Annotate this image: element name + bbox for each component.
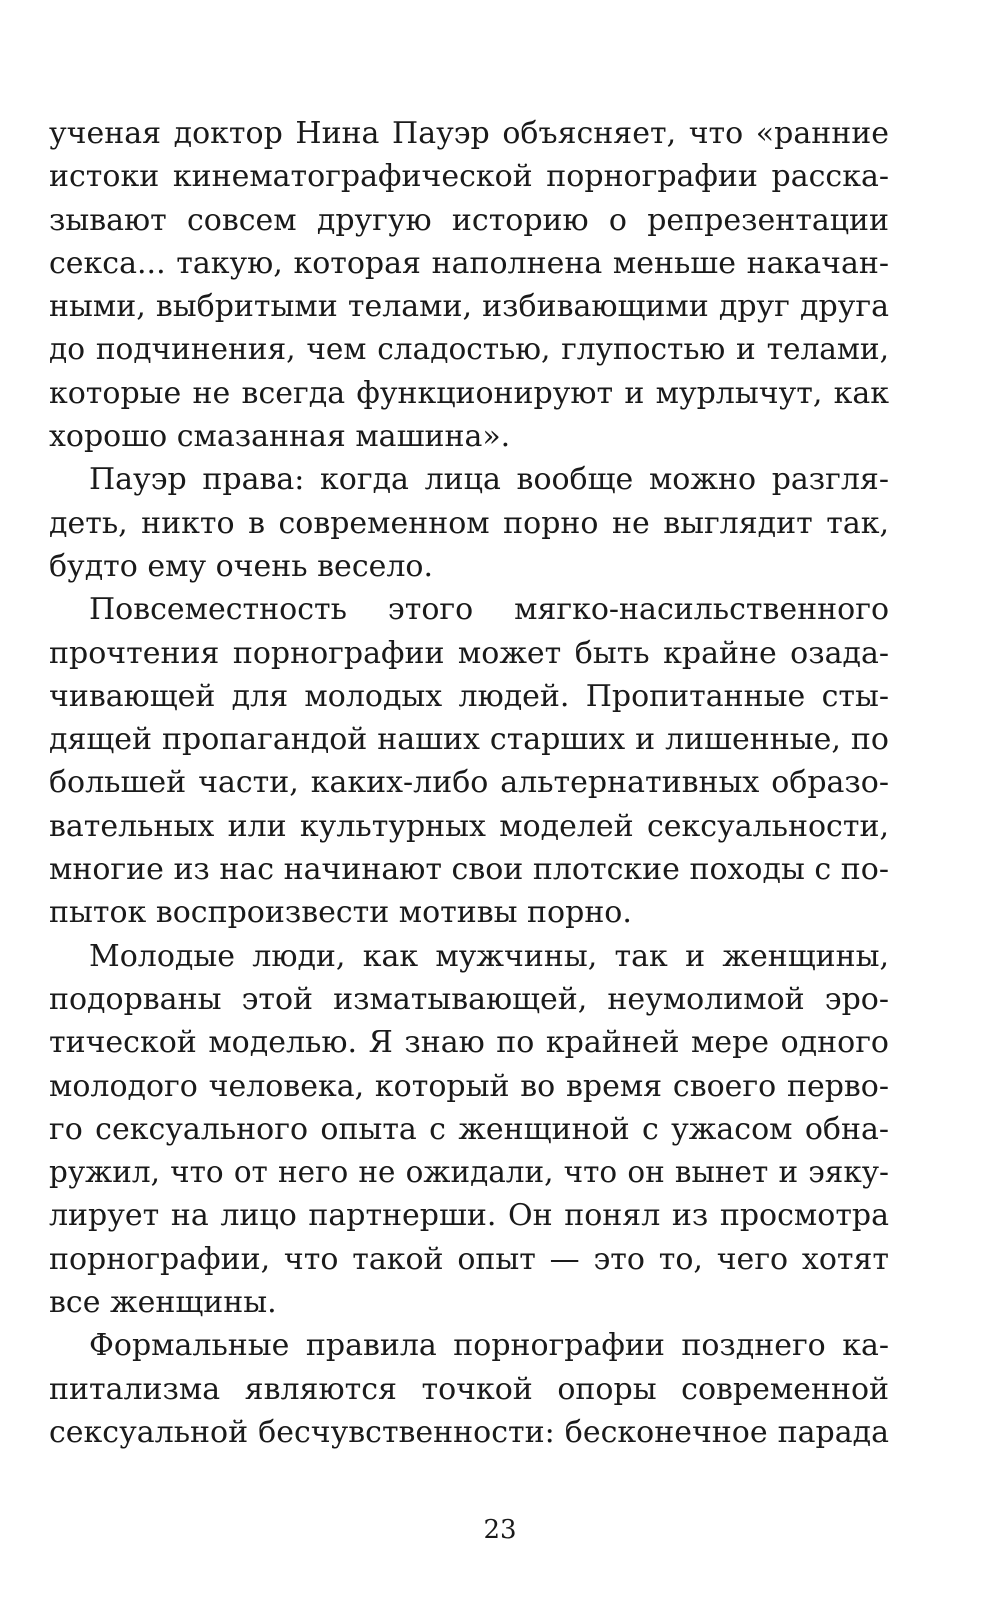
text-line: все женщины.: [49, 1285, 277, 1321]
paragraph-5: [49, 1324, 889, 1454]
text-line: молодого человека, который во время своего перво-: [49, 1068, 889, 1104]
text-line: питализма являются точкой опоры современной: [49, 1371, 889, 1407]
text-line: ружил, что от него не ожидали, что он вынет и эяку-: [49, 1155, 889, 1190]
text-line: будто ему очень весело.: [49, 548, 434, 584]
text-line: чивающей для молодых людей. Пропитанные сты-: [49, 678, 889, 714]
paragraph-2: [49, 458, 889, 588]
text-line: вательных или культурных моделей сексуальности,: [49, 808, 889, 844]
body-text: [49, 112, 889, 1454]
text-line: деть, никто в современном порно не выглядит так,: [49, 505, 889, 541]
text-line: до подчинения, чем сладостью, глупостью и телами,: [49, 332, 889, 367]
page-number: 23: [483, 1515, 517, 1545]
text-line: истоки кинематографической порнографии расска-: [49, 159, 889, 195]
text-line: подорваны этой изматывающей, неумолимой эро-: [49, 981, 889, 1017]
text-line: большей части, каких-либо альтернативных образо-: [49, 765, 889, 801]
text-line: Молодые люди, как мужчины, так и женщины,: [89, 938, 889, 974]
text-line: которые не всегда функционируют и мурлычут, как: [49, 375, 889, 411]
paragraph-1: [49, 112, 889, 458]
paragraph-4: [49, 935, 889, 1325]
text-line: зывают совсем другую историю о репрезентации: [49, 202, 889, 238]
text-line: ными, выбритыми телами, избивающими друг друга: [49, 289, 889, 325]
text-line: многие из нас начинают свои плотские походы с по-: [49, 852, 889, 888]
text-line: Пауэр права: когда лица вообще можно разгля-: [89, 462, 889, 498]
text-line: го сексуального опыта с женщиной с ужасом обна-: [49, 1111, 889, 1147]
text-line: ученая доктор Нина Пауэр объясняет, что «ранние: [49, 116, 889, 151]
text-line: Повсеместность этого мягко-насильственного: [89, 592, 889, 628]
text-line: пыток воспроизвести мотивы порно.: [49, 895, 632, 931]
text-line: прочтения порнографии может быть крайне озада-: [49, 635, 889, 671]
text-line: тической моделью. Я знаю по крайней мере одного: [49, 1025, 889, 1061]
text-line: лирует на лицо партнерши. Он понял из просмотра: [49, 1198, 889, 1234]
text-line: сексуальной бесчувственности: бесконечное парада: [49, 1414, 889, 1450]
paragraph-3: [49, 588, 889, 934]
text-line: порнографии, что такой опыт — это то, чего хотят: [49, 1241, 889, 1277]
text-line: секса... такую, которая наполнена меньше накачан-: [49, 245, 889, 281]
text-line: дящей пропагандой наших старших и лишенные, по: [49, 722, 889, 758]
text-line: Формальные правила порнографии позднего ка-: [89, 1328, 889, 1364]
text-line: хорошо смазанная машина».: [49, 419, 511, 455]
